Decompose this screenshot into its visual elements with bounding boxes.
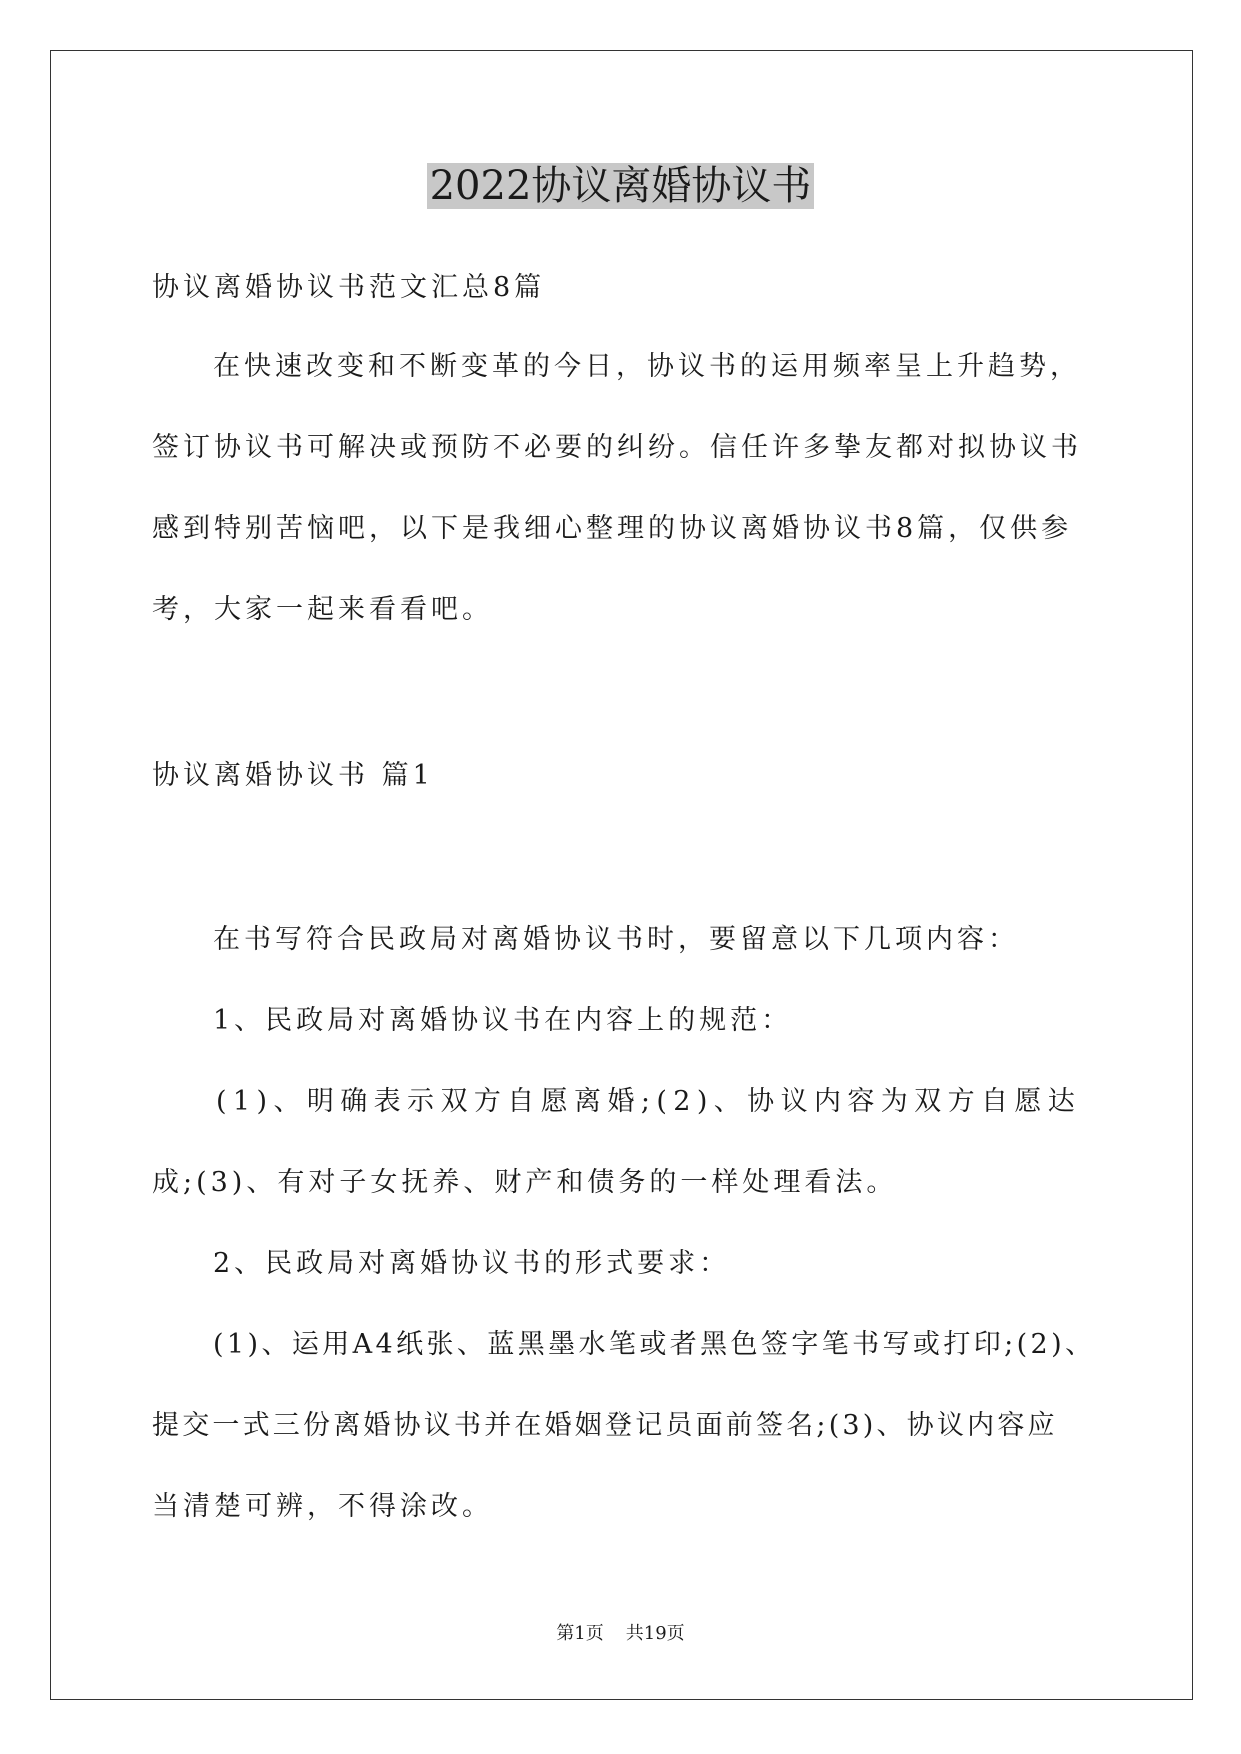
intro-line: 签订协议书可解决或预防不必要的纠纷。信任许多挚友都对拟协议书 xyxy=(152,432,1082,463)
body-line: (1)、明确表示双方自愿离婚;(2)、协议内容为双方自愿达 xyxy=(216,1086,1082,1117)
body-line: (1)、运用A4纸张、蓝黑墨水笔或者黑色签字笔书写或打印;(2)、 xyxy=(213,1329,1096,1360)
body-line: 2、民政局对离婚协议书的形式要求： xyxy=(213,1248,731,1279)
section-heading: 协议离婚协议书 篇1 xyxy=(152,760,434,791)
body-line: 当清楚可辨，不得涂改。 xyxy=(152,1491,493,1522)
document-title xyxy=(0,158,1241,214)
intro-line: 感到特别苦恼吧，以下是我细心整理的协议离婚协议书8篇，仅供参 xyxy=(152,513,1073,544)
body-line: 成;(3)、有对子女抚养、财产和债务的一样处理看法。 xyxy=(152,1167,898,1198)
page-number: 第1页 xyxy=(556,1623,604,1644)
document-title-text: 2022协议离婚协议书 xyxy=(427,163,815,209)
body-line: 在书写符合民政局对离婚协议书时，要留意以下几项内容： xyxy=(213,924,1019,955)
total-pages: 共19页 xyxy=(625,1623,685,1644)
body-line: 1、民政局对离婚协议书在内容上的规范： xyxy=(213,1005,793,1036)
page-footer xyxy=(0,1622,1241,1646)
body-line: 提交一式三份离婚协议书并在婚姻登记员面前签名;(3)、协议内容应 xyxy=(152,1410,1058,1441)
intro-line: 考，大家一起来看看吧。 xyxy=(152,594,493,625)
intro-line: 在快速改变和不断变革的今日，协议书的运用频率呈上升趋势， xyxy=(213,351,1081,382)
subtitle: 协议离婚协议书范文汇总8篇 xyxy=(152,272,546,303)
